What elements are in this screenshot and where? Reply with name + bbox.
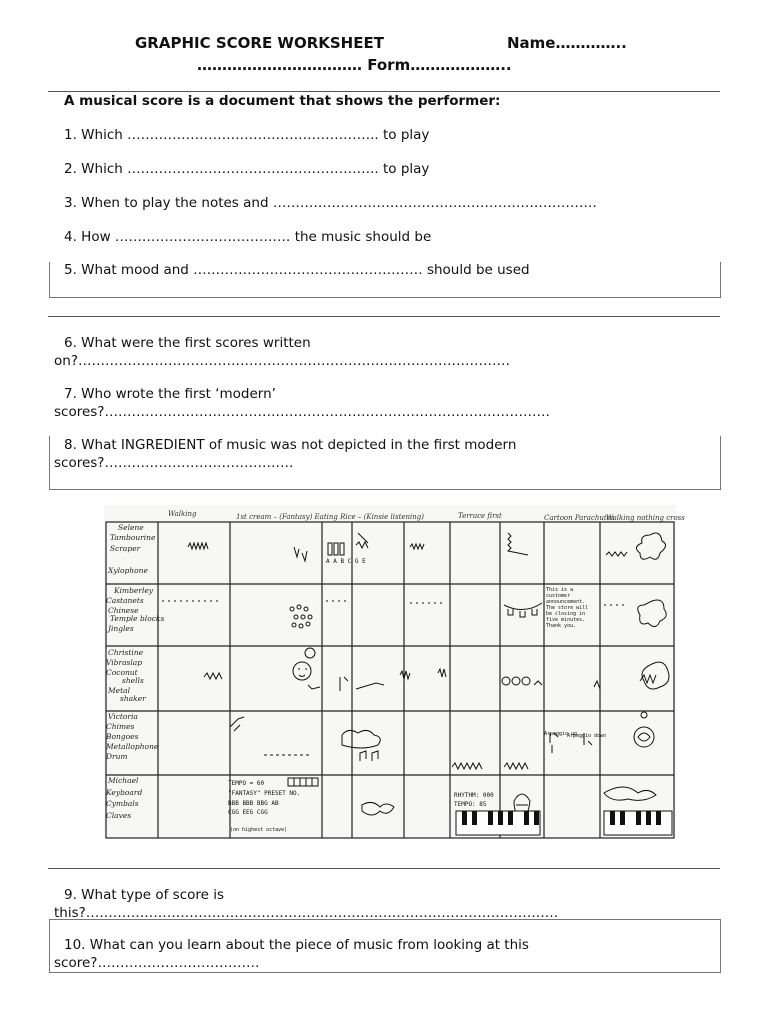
question-3: 3. When to play the notes and ……………………………………………………………… [64, 195, 597, 211]
question-7-line2: scores?……………………………………………………………………………………… [54, 404, 550, 420]
name-label: Name………….. [507, 34, 627, 52]
question-10-line1: 10. What can you learn about the piece of music from looking at this [64, 937, 529, 953]
svg-text:Castanets: Castanets [106, 596, 144, 605]
svg-text:Cymbals: Cymbals [106, 799, 139, 808]
divider-bottom [48, 868, 720, 869]
svg-text:Victoria: Victoria [108, 712, 138, 721]
col-label-cream-rice: 1st cream – (Fantasy) Eating Rice – (Kinsie listening) [236, 513, 425, 521]
row1-doodles [188, 533, 666, 561]
row3-doodles [204, 648, 669, 691]
announcement-note: This is a customer announcement. The store will be closing in five minutes. Thank you. [546, 587, 589, 629]
question-8-line1: 8. What INGREDIENT of music was not depicted in the first modern [64, 437, 517, 453]
question-8-line2: scores?…………………………………… [54, 455, 294, 471]
svg-text:Bongoes: Bongoes [106, 732, 139, 741]
score-grid [106, 522, 674, 838]
question-9-line1: 9. What type of score is [64, 887, 225, 903]
row-michael [105, 776, 142, 820]
row5-annotations [228, 780, 494, 833]
svg-text:TEMPO: 85: TEMPO: 85 [454, 801, 487, 808]
svg-text:BBB BBB BBG AB: BBB BBB BBG AB [228, 800, 279, 807]
question-2: 2. Which ……………………………………………….. to play [64, 161, 430, 177]
row-victoria [105, 712, 159, 761]
svg-text:Coconut: Coconut [106, 668, 138, 677]
keyboard-drawing-2 [604, 811, 672, 835]
row-kimberley [106, 586, 164, 633]
question-4: 4. How ………………………………… the music should be [64, 229, 432, 245]
svg-text:Michael: Michael [108, 776, 139, 785]
svg-text:Metal: Metal [108, 686, 131, 695]
form-line: …………………………… Form……………….. [197, 56, 512, 74]
graphic-score-drawing [104, 505, 685, 838]
svg-text:Drum: Drum [106, 752, 128, 761]
question-10-line2: score?……………………………… [54, 955, 260, 971]
svg-text:Vibraslap: Vibraslap [106, 658, 143, 667]
question-7-line1: 7. Who wrote the first ‘modern’ [64, 386, 276, 402]
question-6-line2: on?…………………………………………………………………………………… [54, 353, 510, 369]
col-label-terrace: Terrace first [458, 512, 502, 520]
svg-text:Chimes: Chimes [106, 722, 135, 731]
row-selene [107, 523, 156, 575]
question-9-line2: this?…………………………………………………………………………………………… [54, 905, 559, 921]
svg-text:Scraper: Scraper [110, 544, 141, 553]
svg-text:Jingles: Jingles [108, 624, 134, 633]
question-5: 5. What mood and …………………………………………… should be used [64, 262, 530, 278]
svg-text:Claves: Claves [106, 811, 132, 820]
svg-text:Chinese: Chinese [108, 606, 139, 615]
svg-text:RHYTHM: 000: RHYTHM: 000 [454, 792, 494, 799]
svg-text:Xylophone: Xylophone [108, 566, 148, 575]
svg-text:CGG EEG CGG: CGG EEG CGG [228, 809, 268, 816]
svg-text:Kimberley: Kimberley [114, 586, 154, 595]
divider-middle [48, 316, 720, 317]
svg-text:shells: shells [122, 676, 144, 685]
col-label-walking-nothing: Walking nothing cross [606, 514, 685, 522]
svg-text:TEMPO = 60: TEMPO = 60 [228, 780, 265, 787]
svg-text:Selene: Selene [118, 523, 144, 532]
question-6-line1: 6. What were the first scores written [64, 335, 311, 351]
score-intro: A musical score is a document that shows the performer: [64, 93, 501, 109]
svg-text:(on highest octave): (on highest octave) [230, 827, 288, 833]
arpeggio-up-label: Arpeggio up [544, 731, 578, 737]
svg-text:Temple blocks: Temple blocks [110, 614, 165, 623]
svg-text:Christine: Christine [108, 648, 144, 657]
svg-text:Metallophone: Metallophone [106, 742, 159, 751]
arpeggio-down-label: Arpeggio down [567, 733, 607, 739]
row-christine [106, 648, 146, 703]
keyboard-drawing-1 [456, 811, 540, 835]
notes-annotation: A A B C G E [326, 558, 366, 565]
svg-text:"FANTASY" PRESET NO.: "FANTASY" PRESET NO. [228, 790, 301, 797]
svg-text:Tambourine: Tambourine [110, 533, 156, 542]
worksheet-title: GRAPHIC SCORE WORKSHEET [135, 34, 384, 52]
question-1: 1. Which ……………………………………………….. to play [64, 127, 430, 143]
graphic-score-image [104, 505, 685, 838]
divider-top [48, 91, 720, 92]
svg-text:Keyboard: Keyboard [106, 788, 143, 797]
svg-text:shaker: shaker [120, 694, 146, 703]
col-label-cartoon: Cartoon Parachutes [544, 514, 615, 522]
col-label-walking: Walking [168, 510, 197, 518]
